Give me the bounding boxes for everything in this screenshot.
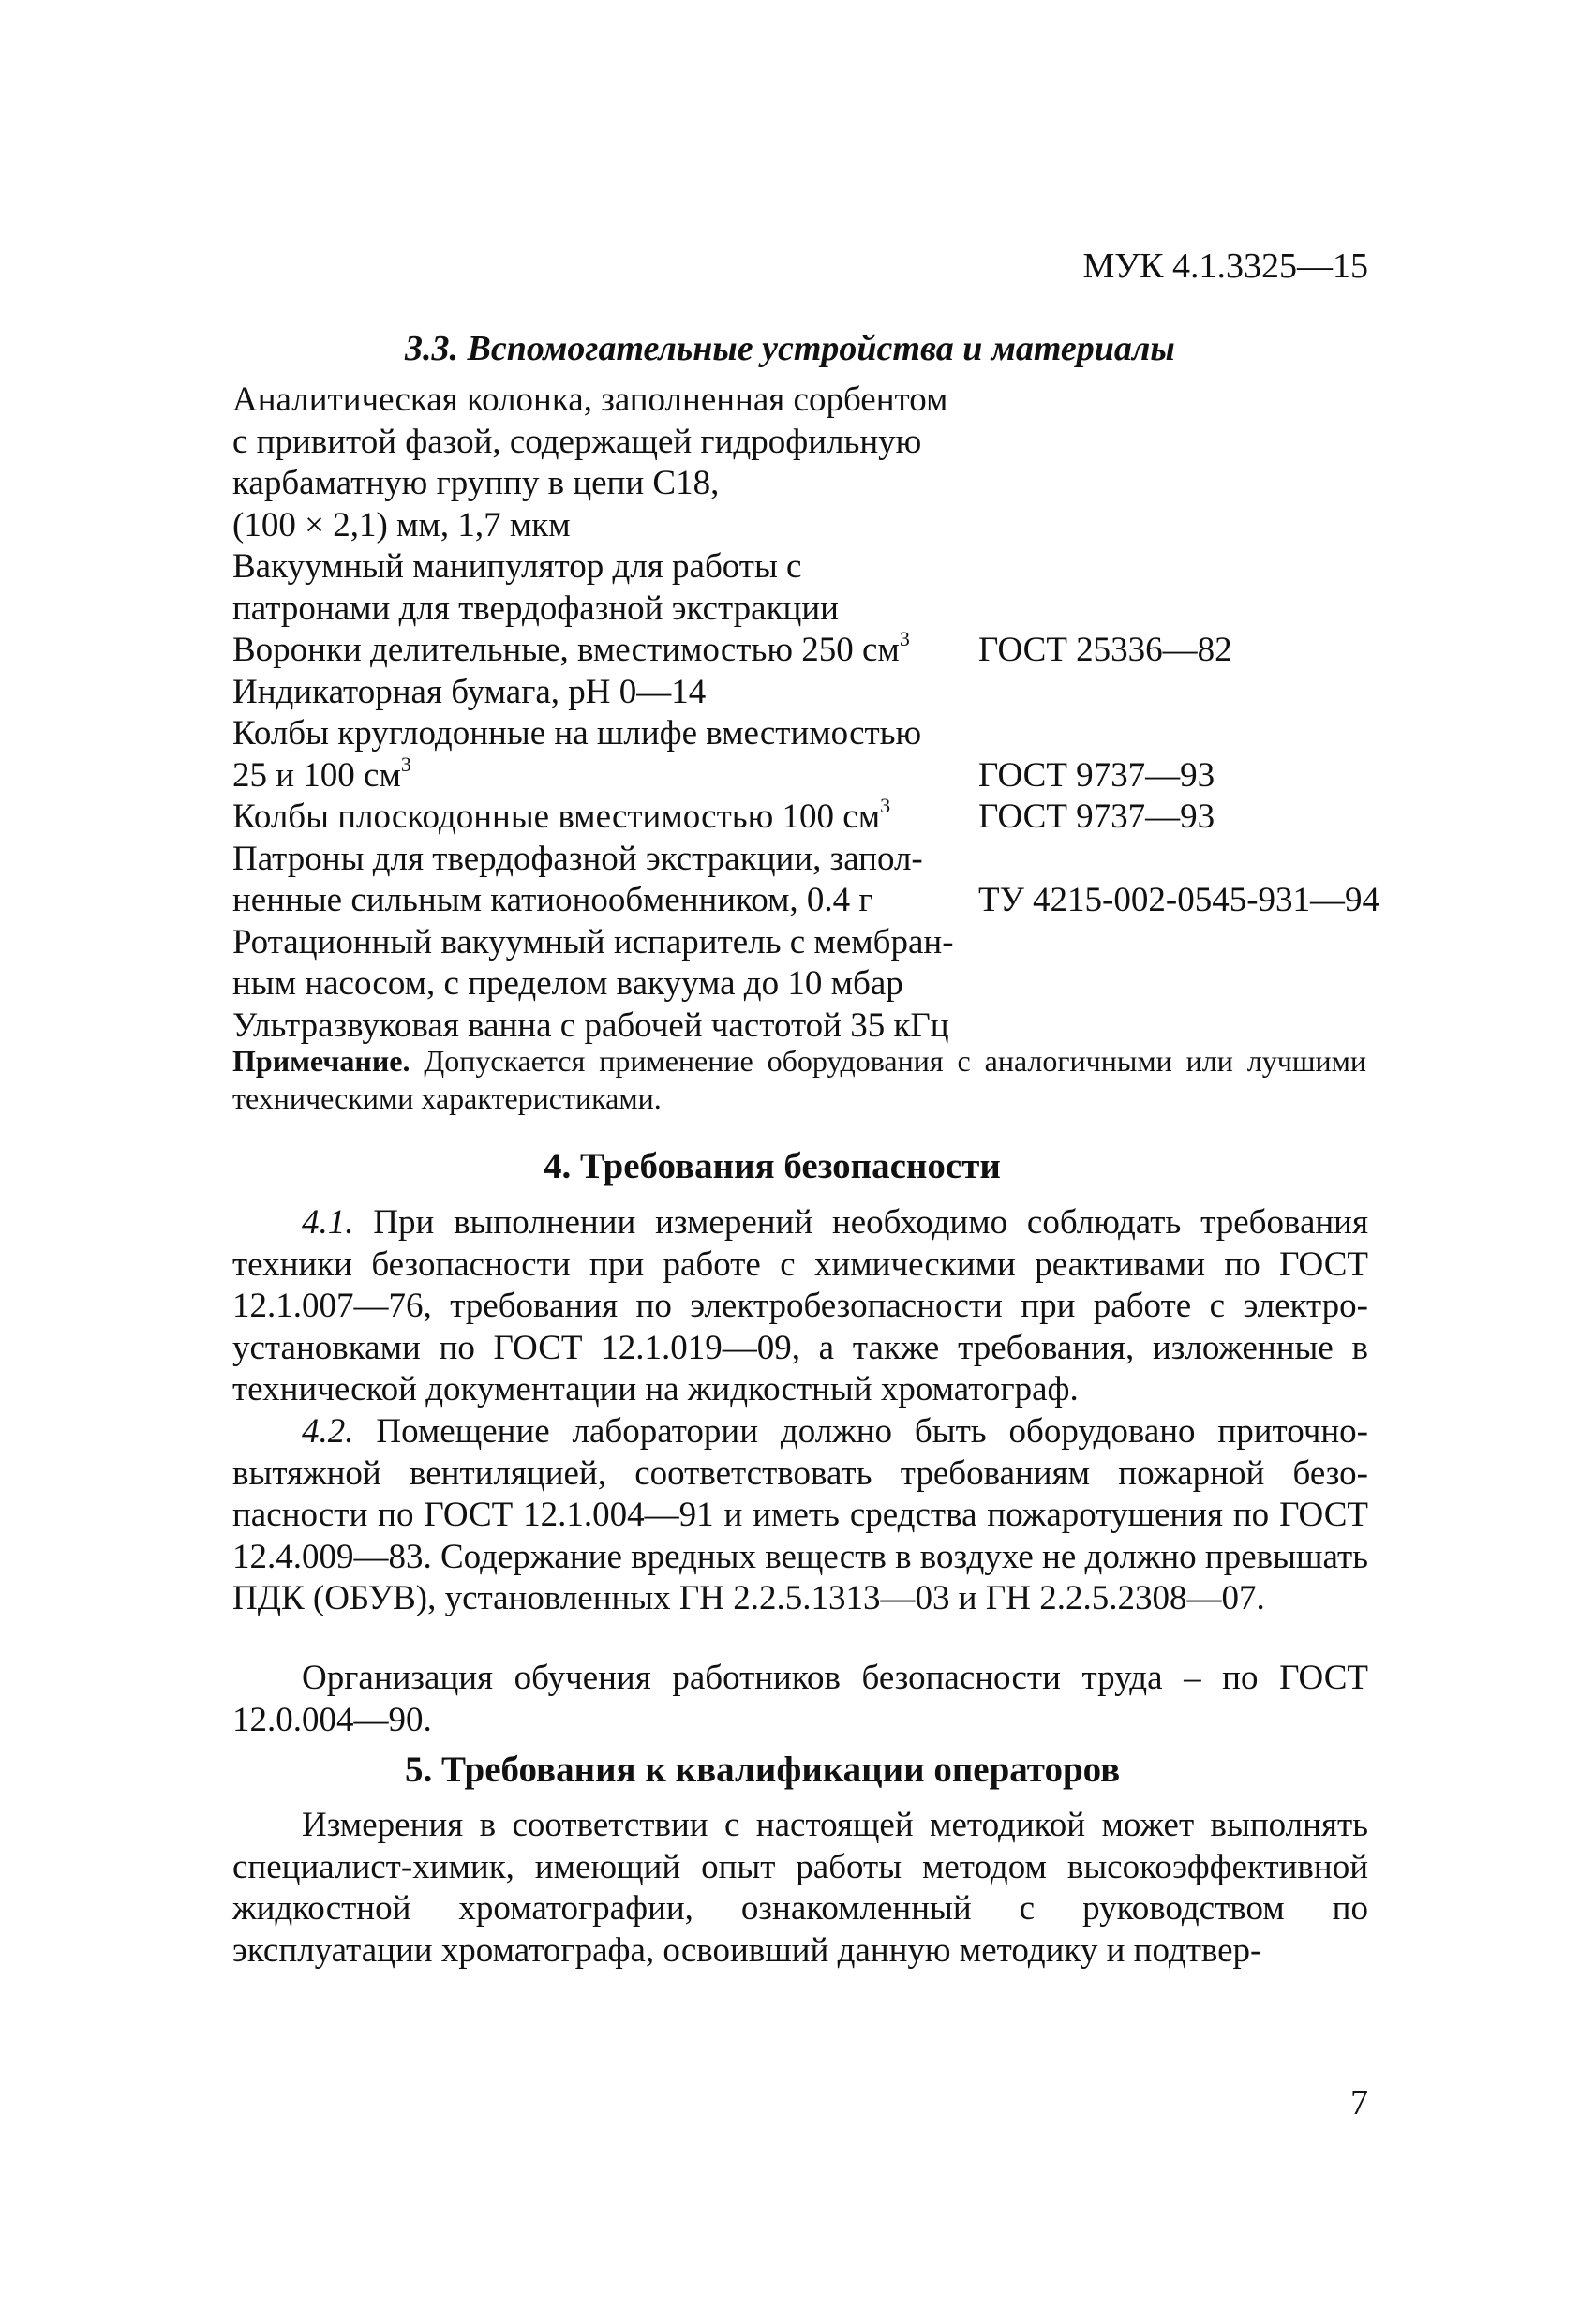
- equipment-name-text: патронами для твердофазной экстракции: [232, 588, 839, 628]
- equipment-row: [232, 752, 1404, 797]
- equipment-row: [232, 713, 1404, 755]
- equipment-name-text: Ротационный вакуумный испаритель с мембран-: [232, 922, 954, 961]
- equipment-name-text: ным насосом, с пределом вакуума до 10 мбар: [232, 964, 903, 1003]
- equipment-name: [232, 752, 411, 797]
- equipment-row: [232, 463, 1404, 505]
- paragraph-number: 4.2.: [302, 1412, 354, 1451]
- page-number: 7: [1350, 2083, 1368, 2123]
- paragraph-number: 4.1.: [302, 1203, 354, 1242]
- note-text: Допускается применение оборудования с аналогичными или лучшими техническими характеристиками.: [232, 1044, 1366, 1115]
- equipment-row: [232, 839, 1404, 881]
- equipment-row: [232, 588, 1404, 631]
- equipment-name-text: (100 × 2,1) мм, 1,7 мкм: [232, 505, 571, 544]
- equipment-row: [232, 380, 1404, 422]
- equipment-name: [232, 422, 921, 464]
- section-5-title: 5. Требования к квалификации операторов: [405, 1750, 1121, 1790]
- note-label: Примечание.: [232, 1044, 410, 1078]
- equipment-row: [232, 1006, 1404, 1048]
- equipment-note: [232, 1042, 1366, 1117]
- section-4-3-paragraph: Организация обучения работников безопасности труда – по ГОСТ 12.0.004—90.: [232, 1659, 1368, 1739]
- equipment-name: [232, 839, 923, 881]
- standard-reference: ГОСТ 9737—93: [978, 755, 1215, 795]
- equipment-name-text: карбаматную группу в цепи С18,: [232, 464, 720, 502]
- equipment-row: [232, 794, 1404, 839]
- equipment-name-text: Колбы плоскодонные вместимостью 100 см: [232, 797, 881, 836]
- equipment-name: [232, 505, 571, 547]
- equipment-row: [232, 546, 1404, 588]
- section-4-1-paragraph: [232, 1202, 1368, 1411]
- equipment-name: [232, 794, 891, 839]
- equipment-name-text: ненные сильным катионообменником, 0.4 г: [232, 881, 873, 919]
- equipment-name: [232, 880, 873, 922]
- equipment-name-text: Вакуумный манипулятор для работы с: [232, 547, 802, 586]
- equipment-name: [232, 713, 921, 755]
- equipment-name-text: Индикаторная бумага, рН 0—14: [232, 672, 707, 711]
- standard-reference: ГОСТ 9737—93: [978, 797, 1215, 836]
- equipment-name-text: Аналитическая колонка, заполненная сорбентом: [232, 380, 948, 419]
- equipment-name: [232, 922, 954, 964]
- equipment-name: [232, 672, 706, 714]
- equipment-row: [232, 880, 1404, 922]
- equipment-row: [232, 422, 1404, 464]
- equipment-name-text: Патроны для твердофазной экстракции, запол-: [232, 839, 923, 878]
- equipment-name: [232, 1006, 949, 1048]
- equipment-name-text: Ультразвуковая ванна с рабочей частотой 35 кГц: [232, 1006, 949, 1045]
- standard-reference: ГОСТ 25336—82: [978, 631, 1232, 669]
- equipment-name: [232, 546, 801, 588]
- equipment-name-text: Колбы круглодонные на шлифе вместимостью: [232, 714, 922, 752]
- equipment-name: [232, 380, 947, 422]
- equipment-row: [232, 505, 1404, 547]
- equipment-row: [232, 922, 1404, 964]
- equipment-name: [232, 463, 719, 505]
- section-4-title: 4. Требования безопасности: [544, 1146, 1001, 1186]
- equipment-name-text: 25 и 100 см: [232, 755, 401, 795]
- superscript: 3: [400, 752, 411, 776]
- section-3-3-title: 3.3. Вспомогательные устройства и материалы: [405, 329, 1175, 368]
- equipment-row: [232, 627, 1404, 672]
- superscript: 3: [899, 627, 910, 650]
- section-4-2-paragraph: [232, 1411, 1368, 1620]
- equipment-name-text: Воронки делительные, вместимостью 250 см: [232, 631, 900, 669]
- equipment-name: [232, 627, 910, 672]
- paragraph-text: При выполнении измерений необходимо соблюдать требования техники безопасности при работе с химическими реактивами по ГОСТ 12.1.007—76, требования по электробезопасности при работе с электроустановками по ГОСТ 12.1.019—09, а также требования, изложенные в технической документации на жидкостный хроматограф.: [232, 1203, 1368, 1408]
- equipment-name-text: с привитой фазой, содержащей гидрофильную: [232, 422, 922, 461]
- superscript: 3: [880, 794, 891, 817]
- standard-reference: ТУ 4215-002-0545-931—94: [978, 881, 1380, 919]
- section-5-paragraph: Измерения в соответствии с настоящей методикой может выполнять специалист-химик, имеющий опыт работы методом высокоэффективной жидкостной хроматографии, ознакомленный с руководством по эксплуатации хроматографа, освоивший данную методику и подтвер-: [232, 1806, 1368, 1970]
- equipment-list: [232, 380, 1404, 1047]
- document-code: МУК 4.1.3325—15: [1082, 246, 1368, 286]
- equipment-row: [232, 672, 1404, 714]
- equipment-name: [232, 588, 839, 631]
- equipment-row: [232, 963, 1404, 1006]
- equipment-name: [232, 963, 903, 1006]
- paragraph-text: Помещение лаборатории должно быть оборудовано приточно-вытяжной вентиляцией, соответствовать требованиям пожарной безопасности по ГОСТ 12.1.004—91 и иметь средства пожаротушения по ГОСТ 12.4.009—83. Содержание вредных веществ в воздухе не должно превышать ПДК (ОБУВ), установленных ГН 2.2.5.1313—03 и ГН 2.2.5.2308—07.: [232, 1412, 1368, 1617]
